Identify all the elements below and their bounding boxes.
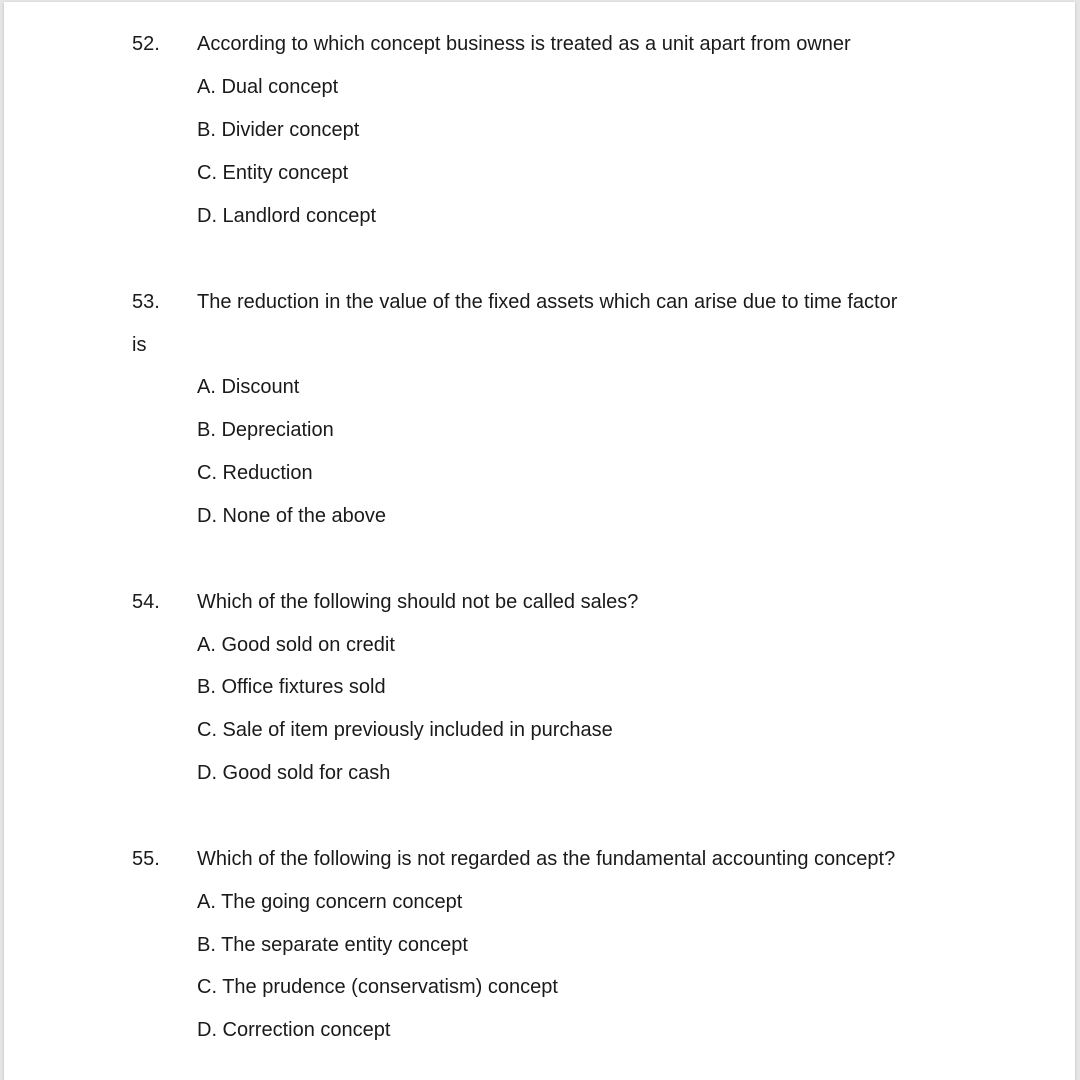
option-d: D. Landlord concept <box>197 205 377 227</box>
question-text: Which of the following should not be called sales? <box>197 591 639 613</box>
question-number: 55. <box>132 848 160 870</box>
option-a: A. The going concern concept <box>197 891 463 913</box>
option-d: D. Good sold for cash <box>197 762 391 784</box>
question-number: 54. <box>132 591 160 613</box>
question-number: 53. <box>132 291 160 313</box>
option-c: C. Reduction <box>197 462 313 484</box>
option-b: B. Depreciation <box>197 419 334 441</box>
option-d: D. None of the above <box>197 505 387 527</box>
document-page <box>4 2 1075 1080</box>
option-b: B. Office fixtures sold <box>197 676 386 698</box>
option-c: C. The prudence (conservatism) concept <box>197 976 558 998</box>
question-text: The reduction in the value of the fixed assets which can arise due to time factor <box>197 291 898 313</box>
option-d: D. Correction concept <box>197 1019 391 1041</box>
option-a: A. Discount <box>197 376 300 398</box>
question-text: According to which concept business is treated as a unit apart from owner <box>197 33 851 55</box>
option-a: A. Dual concept <box>197 76 339 98</box>
option-b: B. Divider concept <box>197 119 360 141</box>
option-c: C. Entity concept <box>197 162 349 184</box>
option-a: A. Good sold on credit <box>197 634 395 656</box>
option-b: B. The separate entity concept <box>197 934 468 956</box>
question-text: Which of the following is not regarded as the fundamental accounting concept? <box>197 848 896 870</box>
option-c: C. Sale of item previously included in purchase <box>197 719 613 741</box>
question-number: 52. <box>132 33 160 55</box>
question-text-continuation: is <box>132 334 147 356</box>
